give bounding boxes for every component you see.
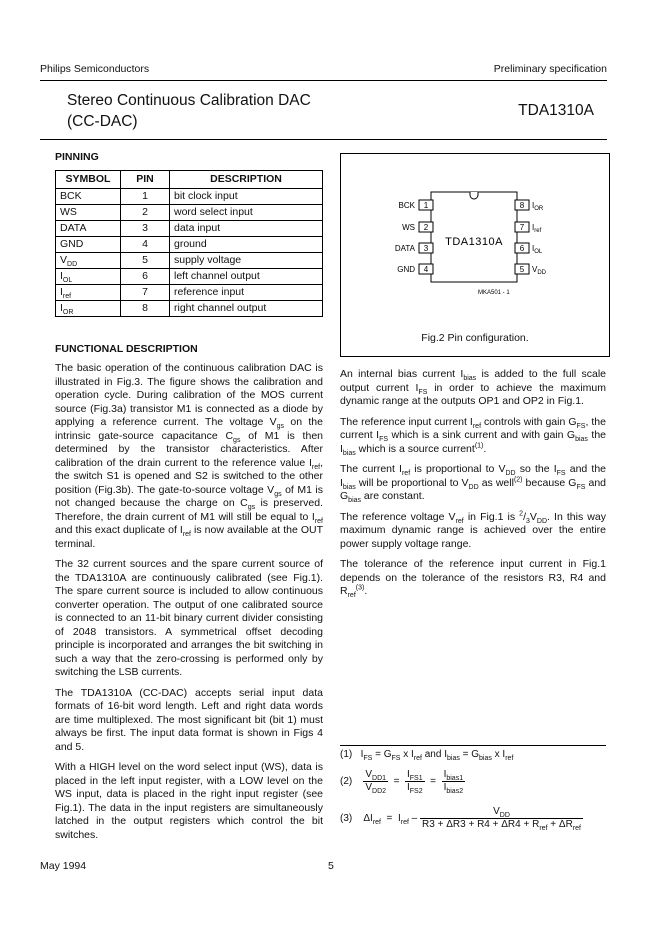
pin-number: 5 xyxy=(121,253,170,269)
header-rule xyxy=(40,80,607,81)
pin-name-label: DATA xyxy=(394,244,415,253)
pin-number-label: 8 xyxy=(519,201,525,210)
functional-heading: FUNCTIONAL DESCRIPTION xyxy=(55,343,198,355)
page-number: 5 xyxy=(328,860,334,872)
table-row xyxy=(56,253,323,269)
table-row xyxy=(56,301,323,317)
paragraph: The reference input current $I_{ref}$ controls with gain $G_{FS}$, the current $I_{FS}$ which is a sink current and with gain $G_{bias}$ the $I_{bias}$ which is a source current$^{(1)}$. xyxy=(340,415,607,457)
company-name: Philips Semiconductors xyxy=(40,63,150,75)
functional-text-left xyxy=(55,362,323,849)
page-title xyxy=(67,90,327,132)
pin-description: data input xyxy=(170,221,323,237)
pin-number-label: 1 xyxy=(423,201,429,210)
table-row xyxy=(56,221,323,237)
title-rule xyxy=(40,139,607,140)
paragraph: The reference voltage $V_{ref}$ in Fig.1 is $^2/_3V_{DD}$. In this way maximum dynamic range is achieved over the entire power supply voltage range. xyxy=(340,510,606,550)
col-pin: PIN xyxy=(121,171,170,189)
paragraph: With a HIGH level on the word select input (WS), data is placed in the left input register, with a LOW level on the WS input, data is placed in the right input register (see Fig.1). The data in the input registers are simultaneously latched in the output registers which control the bit switches. xyxy=(55,761,323,841)
paragraph: An internal bias current $I_{bias}$ is added to the full scale output current $I_{FS}$ in order to achieve the maximum dynamic range at the outputs OP1 and OP2 in Fig.1. xyxy=(340,368,607,407)
table-row xyxy=(56,205,323,221)
part-number: TDA1310A xyxy=(518,102,594,119)
pin-description: bit clock input xyxy=(170,189,323,205)
paragraph: The 32 current sources and the spare current source of the TDA1310A are continuously calibrated (see Fig.1). The spare current source is included to allow continuous converter operation. The output of one calibrated source is connected to an 11-bit binary current divider consisting of 2048 transistors. A symmetrical offset decoding principle is incorporated and arranges the bit switching in such a way that the zero-crossing is performed only by switching the LSB currents. xyxy=(55,558,323,678)
pin-number-label: 3 xyxy=(423,244,429,253)
pin-symbol: BCK xyxy=(56,189,121,205)
table-row xyxy=(56,285,323,301)
footnote-3: (3) $\Delta I_{ref} = I_{ref}$ – $\frac{V_{DD}}{R3 + \Delta R3 + R4 + \Delta R4 + R_{ref} + \Delta R_{ref}}$ xyxy=(340,806,581,832)
pin-symbol: GND xyxy=(56,237,121,253)
paragraph: The current $I_{ref}$ is proportional to $V_{DD}$ so the $I_{FS}$ and the $I_{bias}$ will be proportional to $V_{DD}$ as well$^{(2)}$ because $G_{FS}$ and $G_{bias}$ are constant. xyxy=(340,463,607,505)
pin-number: 6 xyxy=(121,269,170,285)
figure-code: MKA501 - 1 xyxy=(478,290,510,296)
pin-name-label: $I_{OL}$ xyxy=(532,244,543,255)
paragraph: The TDA1310A (CC-DAC) accepts serial input data formats of 16-bit word length. Left and right data words are time multiplexed. The most significant bit (bit 1) must always be first. The input data format is shown in Figs 4 and 5. xyxy=(55,686,323,753)
table-row xyxy=(56,189,323,205)
pinning-table xyxy=(55,170,323,317)
pin-symbol: WS xyxy=(56,205,121,221)
footnote-rule xyxy=(340,745,606,746)
pin-number-label: 6 xyxy=(519,244,525,253)
pin-number-label: 5 xyxy=(519,265,525,274)
figure-caption: Fig.2 Pin configuration. xyxy=(421,332,529,344)
pin-description: right channel output xyxy=(170,301,323,317)
paragraph: The basic operation of the continuous calibration DAC is illustrated in Fig.3. The figure shows the calibration and operation cycle. During calibration of the MOS current source (Fig.3a) transistor M1 is connected as a diode by applying a reference current. The voltage $V_{gs}$ on the intrinsic gate-source capacitance $C_{gs}$ of M1 is then determined by the transistor characteristics. After calibration of the drain current to the reference value $I_{ref}$, the switch S1 is opened and S2 is switched to the other position (Fig.3b). The gate-to-source voltage $V_{gs}$ of M1 is not changed because the charge on $C_{gs}$ is preserved. Therefore, the drain current of M1 will still be equal to $I_{ref}$ and this exact duplicate of $I_{ref}$ is now available at the OUT terminal. xyxy=(55,362,324,550)
pin-number-label: 2 xyxy=(423,223,429,232)
pin-symbol: $I_{OR}$ xyxy=(56,301,121,317)
pin-name-label: $I_{OR}$ xyxy=(532,201,544,212)
footnote-1: (1) $I_{FS} = G_{FS}$ x $I_{ref}$ and $I_{bias} = G_{bias}$ x $I_{ref}$ xyxy=(340,749,514,762)
pin-number-label: 4 xyxy=(423,265,429,274)
title-line-1: Stereo Continuous Calibration DAC xyxy=(67,92,311,109)
table-row xyxy=(56,237,323,253)
pinning-heading: PINNING xyxy=(55,151,99,163)
pin-symbol: $I_{OL}$ xyxy=(56,269,121,285)
pin-number: 2 xyxy=(121,205,170,221)
pin-description: reference input xyxy=(170,285,323,301)
pin-number: 7 xyxy=(121,285,170,301)
pin-symbol: $V_{DD}$ xyxy=(56,253,121,269)
pin-diagram xyxy=(341,154,609,304)
pin-description: ground xyxy=(170,237,323,253)
paragraph: The tolerance of the reference input current in Fig.1 depends on the tolerance of the resistors R3, R4 and $R_{ref}^{(3)}$. xyxy=(340,558,606,600)
pin-name-label: GND xyxy=(397,265,415,274)
title-line-2: (CC-DAC) xyxy=(67,113,138,130)
pin-number-label: 7 xyxy=(519,223,525,232)
pin-name-label: $V_{DD}$ xyxy=(532,265,547,276)
pin-number: 3 xyxy=(121,221,170,237)
pin-name-label: $I_{ref}$ xyxy=(532,223,542,234)
pin-name-label: BCK xyxy=(398,201,415,210)
pin-symbol: $I_{ref}$ xyxy=(56,285,121,301)
functional-text-right xyxy=(340,368,606,606)
pin-description: left channel output xyxy=(170,269,323,285)
pin-configuration-figure xyxy=(340,153,610,357)
col-description: DESCRIPTION xyxy=(170,171,323,189)
pin-number: 1 xyxy=(121,189,170,205)
pin-number: 8 xyxy=(121,301,170,317)
table-row xyxy=(56,269,323,285)
chip-label: TDA1310A xyxy=(445,236,503,248)
pin-description: supply voltage xyxy=(170,253,323,269)
pin-number: 4 xyxy=(121,237,170,253)
pin-name-label: WS xyxy=(402,223,415,232)
document-status: Preliminary specification xyxy=(493,63,607,75)
footer-date: May 1994 xyxy=(40,860,87,872)
table-header-row xyxy=(56,171,323,189)
col-symbol: SYMBOL xyxy=(56,171,121,189)
pin-symbol: DATA xyxy=(56,221,121,237)
footnote-2: (2) $\frac{V_{DD1}}{V_{DD2}}$ = $\frac{I_{FS1}}{I_{FS2}}$ = $\frac{I_{bias1}}{I_{bias2}}$ xyxy=(340,769,464,795)
pin-description: word select input xyxy=(170,205,323,221)
